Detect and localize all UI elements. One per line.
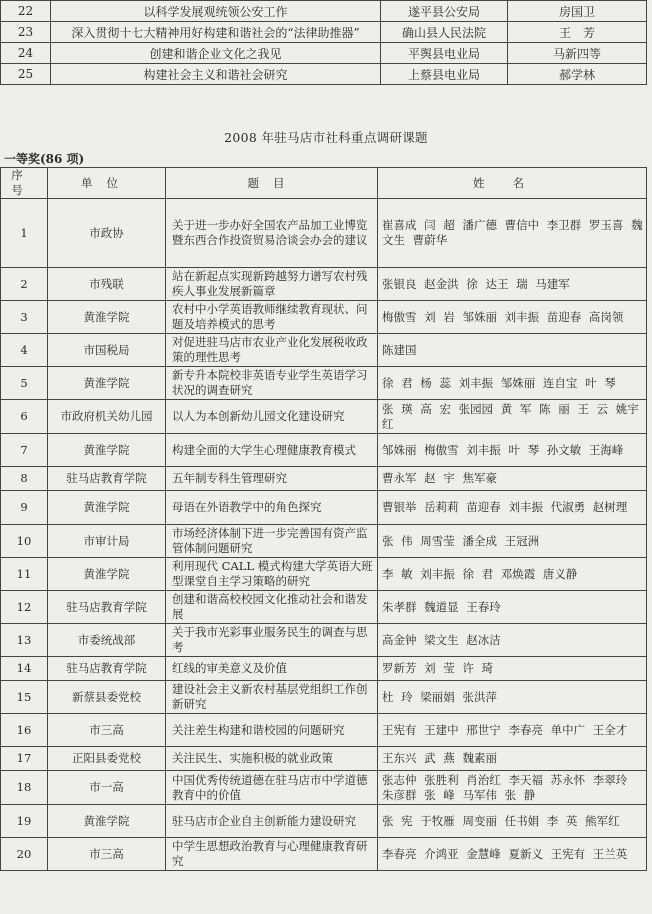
cell-unit: 正阳县委党校: [48, 747, 166, 771]
cell-no: 7: [1, 434, 48, 467]
cell-no: 4: [1, 334, 48, 367]
cell-topic: 市场经济体制下进一步完善国有资产监管体制问题研究: [166, 525, 378, 558]
cell-topic: 关于进一步办好全国农产品加工业博览暨东西合作投资贸易洽谈会办会的建议: [166, 199, 378, 268]
table-row: [1, 805, 647, 838]
first-prize-body: [1, 168, 647, 871]
cell-no: 3: [1, 301, 48, 334]
table-row: [1, 367, 647, 400]
cell-names: 张 瑛 高 宏 张园园 黄 军 陈 丽 王 云 姚宇红: [378, 400, 647, 434]
header-names: 姓名: [378, 168, 647, 199]
cell-no: 17: [1, 747, 48, 771]
cell-no: 14: [1, 657, 48, 681]
table-row: [1, 558, 647, 591]
cell-unit: 市委统战部: [48, 624, 166, 657]
table-row: [1, 301, 647, 334]
cell-no: 16: [1, 714, 48, 747]
cell-unit: 市一高: [48, 771, 166, 805]
cell-topic: 构建社会主义和谐社会研究: [51, 64, 381, 85]
cell-names: 徐 君 杨 蕊 刘丰振 邹姝丽 连自宝 叶 琴: [378, 367, 647, 400]
table-row: [1, 334, 647, 367]
header-no: 序号: [1, 168, 48, 199]
cell-no: 9: [1, 491, 48, 525]
cell-unit: 新蔡县委党校: [48, 681, 166, 714]
cell-unit: 黄淮学院: [48, 301, 166, 334]
cell-author: 郝学林: [508, 64, 647, 85]
document-title: 2008 年驻马店市社科重点调研课题: [224, 130, 428, 145]
table-row: [1, 681, 647, 714]
cell-topic: 农村中小学英语教师继续教育现状、问题及培养模式的思考: [166, 301, 378, 334]
cell-unit: 黄淮学院: [48, 491, 166, 525]
cell-topic: 对促进驻马店市农业产业化发展税收政策的理性思考: [166, 334, 378, 367]
cell-topic: 关注差生构建和谐校园的问题研究: [166, 714, 378, 747]
cell-unit: 遂平县公安局: [381, 1, 508, 22]
cell-no: 18: [1, 771, 48, 805]
cell-names: 罗新芳 刘 莹 许 琦: [378, 657, 647, 681]
table-row: [1, 747, 647, 771]
cell-names: 张 伟 周雪莹 潘全成 王冠洲: [378, 525, 647, 558]
cell-unit: 平舆县电业局: [381, 43, 508, 64]
cell-topic: 建设社会主义新农村基层党组织工作创新研究: [166, 681, 378, 714]
cell-author: 房国卫: [508, 1, 647, 22]
table-row: [1, 1, 647, 22]
cell-names: 陈建国: [378, 334, 647, 367]
cell-topic: 中学生思想政治教育与心理健康教育研究: [166, 838, 378, 871]
table-row: [1, 467, 647, 491]
cell-names: 李春亮 介鸿亚 金慧峰 夏新义 王宪有 王兰英: [378, 838, 647, 871]
cell-topic: 中国优秀传统道德在驻马店市中学道德教育中的价值: [166, 771, 378, 805]
cell-unit: 市国税局: [48, 334, 166, 367]
cell-topic: 深入贯彻十七大精神用好构建和谐社会的“法律助推器”: [51, 22, 381, 43]
cell-names: 张志仲 张胜利 肖治红 李天福 苏永怀 李翠玲 朱彦群 张 峰 马军伟 张 静: [378, 771, 647, 805]
cell-unit: 黄淮学院: [48, 434, 166, 467]
cell-names: 朱孝群 魏道显 王春玲: [378, 591, 647, 624]
previous-list-table: [0, 0, 647, 85]
cell-unit: 黄淮学院: [48, 805, 166, 838]
cell-topic: 红线的审美意义及价值: [166, 657, 378, 681]
cell-names: 李 敏 刘丰振 徐 君 邓焕霞 唐义静: [378, 558, 647, 591]
table-row: [1, 43, 647, 64]
cell-names: 张 宪 于牧雁 周变丽 任书娟 李 英 熊军红: [378, 805, 647, 838]
cell-names: 张银良 赵金洪 徐 达王 瑞 马建军: [378, 268, 647, 301]
cell-no: 24: [1, 43, 51, 64]
cell-names: 曹永军 赵 宇 焦军豪: [378, 467, 647, 491]
cell-topic: 关注民生、实施积极的就业政策: [166, 747, 378, 771]
cell-unit: 市审计局: [48, 525, 166, 558]
cell-no: 5: [1, 367, 48, 400]
cell-no: 12: [1, 591, 48, 624]
cell-topic: 五年制专科生管理研究: [166, 467, 378, 491]
prize-label: 一等奖(86 项): [4, 152, 85, 166]
cell-unit: 驻马店教育学院: [48, 591, 166, 624]
cell-topic: 创建和谐高校校园文化推动社会和谐发展: [166, 591, 378, 624]
cell-unit: 上蔡县电业局: [381, 64, 508, 85]
cell-no: 25: [1, 64, 51, 85]
cell-unit: 确山县人民法院: [381, 22, 508, 43]
table-row: [1, 434, 647, 467]
table-row: [1, 657, 647, 681]
cell-topic: 驻马店市企业自主创新能力建设研究: [166, 805, 378, 838]
cell-topic: 构建全面的大学生心理健康教育模式: [166, 434, 378, 467]
table-row: [1, 591, 647, 624]
cell-no: 13: [1, 624, 48, 657]
cell-names: 曹银举 岳莉莉 苗迎春 刘丰振 代淑勇 赵树理: [378, 491, 647, 525]
cell-topic: 创建和谐企业文化之我见: [51, 43, 381, 64]
cell-names: 王宪有 王建中 邢世宁 李春亮 单中广 王全才: [378, 714, 647, 747]
header-unit: 单位: [48, 168, 166, 199]
cell-topic: 关于我市光彩事业服务民生的调查与思考: [166, 624, 378, 657]
first-prize-table: [0, 167, 647, 871]
table-row: [1, 400, 647, 434]
table-row: [1, 22, 647, 43]
cell-unit: 市政协: [48, 199, 166, 268]
table-row: [1, 771, 647, 805]
cell-names: 梅傲雪 刘 岩 邹姝丽 刘丰振 苗迎春 高岗领: [378, 301, 647, 334]
table-row: [1, 199, 647, 268]
cell-no: 1: [1, 199, 48, 268]
cell-names: 崔喜成 闫 超 潘广德 曹信中 李卫群 罗玉喜 魏文生 曹蔚华: [378, 199, 647, 268]
cell-no: 2: [1, 268, 48, 301]
table-row: [1, 491, 647, 525]
cell-no: 19: [1, 805, 48, 838]
cell-no: 10: [1, 525, 48, 558]
cell-names: 高金钟 梁文生 赵冰洁: [378, 624, 647, 657]
cell-topic: 以人为本创新幼儿园文化建设研究: [166, 400, 378, 434]
cell-topic: 站在新起点实现新跨越努力谱写农村残疾人事业发展新篇章: [166, 268, 378, 301]
cell-author: 王 芳: [508, 22, 647, 43]
table-row: [1, 624, 647, 657]
cell-names: 王东兴 武 燕 魏素丽: [378, 747, 647, 771]
cell-unit: 市三高: [48, 838, 166, 871]
cell-no: 22: [1, 1, 51, 22]
table-row: [1, 714, 647, 747]
previous-list-body: [1, 1, 647, 85]
cell-no: 6: [1, 400, 48, 434]
cell-no: 8: [1, 467, 48, 491]
cell-names: 杜 玲 梁丽娟 张洪萍: [378, 681, 647, 714]
header-topic: 题目: [166, 168, 378, 199]
table-row: [1, 525, 647, 558]
table-row: [1, 838, 647, 871]
cell-unit: 驻马店教育学院: [48, 657, 166, 681]
cell-unit: 市三高: [48, 714, 166, 747]
cell-unit: 市残联: [48, 268, 166, 301]
cell-no: 20: [1, 838, 48, 871]
cell-unit: 市政府机关幼儿园: [48, 400, 166, 434]
table-row: [1, 268, 647, 301]
table-header-row: [1, 168, 647, 199]
cell-no: 15: [1, 681, 48, 714]
cell-author: 马新四等: [508, 43, 647, 64]
cell-no: 23: [1, 22, 51, 43]
table-row: [1, 64, 647, 85]
cell-unit: 黄淮学院: [48, 367, 166, 400]
cell-unit: 黄淮学院: [48, 558, 166, 591]
cell-unit: 驻马店教育学院: [48, 467, 166, 491]
cell-no: 11: [1, 558, 48, 591]
cell-names: 邹姝丽 梅傲雪 刘丰振 叶 琴 孙文敏 王海峰: [378, 434, 647, 467]
cell-topic: 母语在外语教学中的角色探究: [166, 491, 378, 525]
cell-topic: 利用现代 CALL 模式构建大学英语大班型课堂自主学习策略的研究: [166, 558, 378, 591]
cell-topic: 新专升本院校非英语专业学生英语学习状况的调查研究: [166, 367, 378, 400]
cell-topic: 以科学发展观统领公安工作: [51, 1, 381, 22]
